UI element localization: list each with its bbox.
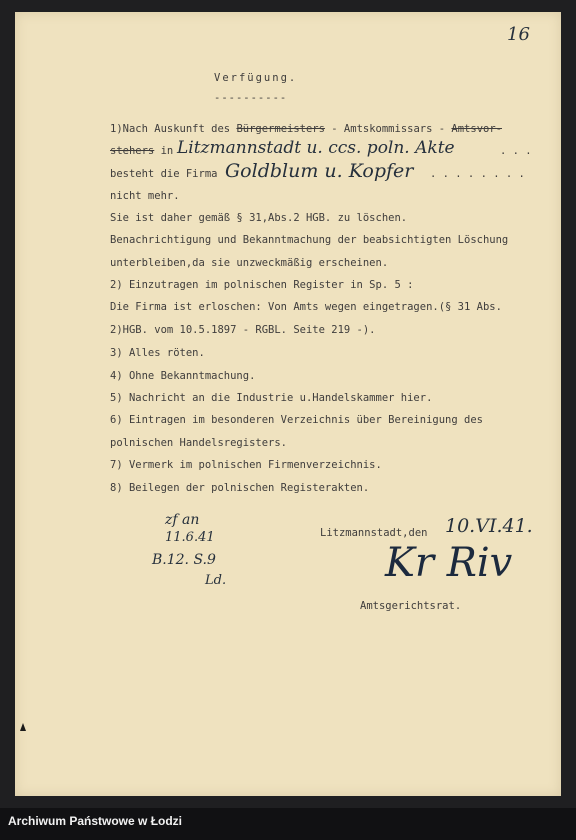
item-line: 7) Vermerk im polnischen Firmenverzeichnis. (110, 459, 382, 471)
item-line: 2)HGB. vom 10.5.1897 - RGBL. Seite 219 -). (110, 324, 376, 336)
fill-dots: . . . (500, 145, 532, 157)
item-line: 6) Eintragen im besonderen Verzeichnis über Bereinigung des (110, 414, 483, 426)
document-page (15, 12, 561, 796)
item-line: 3) Alles röten. (110, 347, 205, 359)
signature: Kr Riv (385, 540, 513, 586)
document-heading: Verfügung. (214, 72, 298, 84)
margin-note-line2: 11.6.41 (165, 530, 215, 545)
handwritten-date: 10.VI.41. (445, 515, 533, 537)
heading-underline: ---------- (214, 92, 288, 104)
archive-footer (0, 808, 576, 840)
punch-hole-mark (20, 723, 26, 731)
item-line: 8) Beilegen der polnischen Registerakten. (110, 482, 370, 494)
margin-note-line1: zf an (165, 512, 200, 528)
handwritten-place-entry: Litzmannstadt u. ccs. poln. Akte (177, 138, 455, 158)
fill-dots: . . . . . . . . (430, 168, 525, 180)
item-line: polnischen Handelsregisters. (110, 437, 288, 449)
page-number: 16 (507, 24, 530, 45)
item-line: 2) Einzutragen im polnischen Register in Sp. 5 : (110, 279, 414, 291)
handwritten-firm-name: Goldblum u. Kopfer (225, 160, 414, 182)
item1-line6: Benachrichtigung und Bekanntmachung der beabsichtigten Löschung (110, 234, 509, 246)
place-date-label: Litzmannstadt,den (320, 527, 428, 539)
archive-name: Archiwum Państwowe w Łodzi (8, 814, 183, 828)
item1-line1: 1)Nach Auskunft des Bürgermeisters - Amtskommissars - Amtsvor- (110, 123, 502, 135)
item-line: 5) Nachricht an die Industrie u.Handelskammer hier. (110, 392, 433, 404)
item1-line3: besteht die Firma (110, 168, 218, 180)
item1-line4: nicht mehr. (110, 190, 180, 202)
signer-title: Amtsgerichtsrat. (360, 600, 462, 612)
item-line: Die Firma ist erloschen: Von Amts wegen eingetragen.(§ 31 Abs. (110, 301, 502, 313)
item1-line2: stehers in (110, 145, 174, 157)
item1-line7: unterbleiben,da sie unzweckmäßig erscheinen. (110, 257, 389, 269)
margin-note-line3: B.12. S.9 (152, 552, 216, 568)
margin-note-line4: Ld. (205, 573, 227, 588)
item1-line5: Sie ist daher gemäß § 31,Abs.2 HGB. zu löschen. (110, 212, 408, 224)
item-line: 4) Ohne Bekanntmachung. (110, 370, 256, 382)
